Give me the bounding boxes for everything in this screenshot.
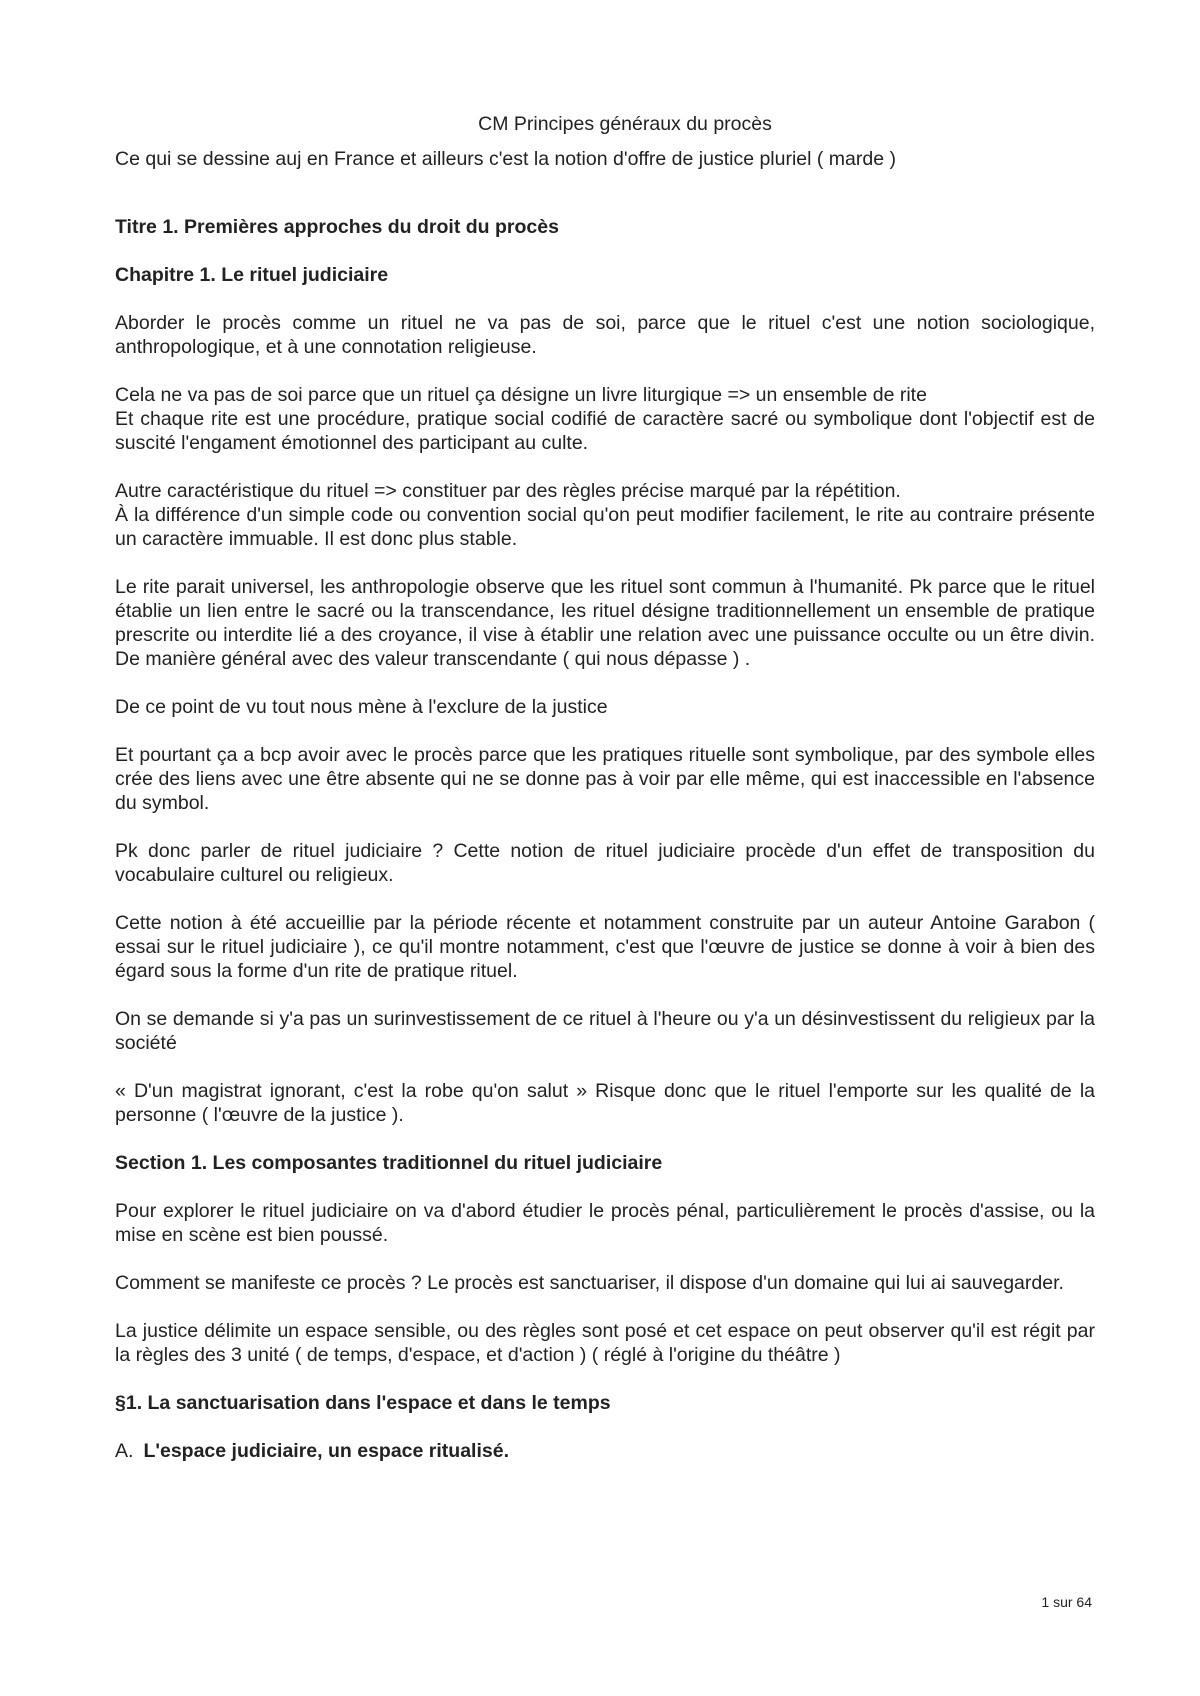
subsection-a-text: L'espace judiciaire, un espace ritualisé. [143,1440,509,1462]
paragraph-2 [115,383,1095,455]
subsection-a-heading [115,1439,1095,1463]
section-1-heading: Section 1. Les composantes traditionnel du rituel judiciaire [115,1152,663,1174]
paragraph-12: Comment se manifeste ce procès ? Le procès est sanctuariser, il dispose d'un domaine qui lui ai sauvegarder. [115,1272,1064,1294]
document-body [115,112,1095,1487]
document-title: CM Principes généraux du procès [478,113,772,135]
paragraph-11: Pour explorer le rituel judiciaire on va d'abord étudier le procès pénal, particulièrement le procès d'assise, ou la mise en scène est bien poussé. [115,1200,1095,1246]
paragraph-1: Aborder le procès comme un rituel ne va pas de soi, parce que le rituel c'est une notion sociologique, anthropologique, et à une connotation religieuse. [115,312,1095,358]
titre-1-heading: Titre 1. Premières approches du droit du procès [115,216,559,238]
paragraph-2-line-a: Cela ne va pas de soi parce que un rituel ça désigne un livre liturgique => un ensemble de rite [115,384,927,406]
paragraph-3-line-a: Autre caractéristique du rituel => constituer par des règles précise marqué par la répétition. [115,480,901,502]
paragraph-9: On se demande si y'a pas un surinvestissement de ce rituel à l'heure ou y'a un désinvestissent du religieux par la société [115,1008,1095,1054]
paragraph-section-1-heading: §1. La sanctuarisation dans l'espace et dans le temps [115,1392,611,1414]
chapitre-1-heading: Chapitre 1. Le rituel judiciaire [115,264,389,286]
paragraph-4: Le rite parait universel, les anthropologie observe que les rituel sont commun à l'humanité. Pk parce que le rituel établie un lien entre le sacré ou la transcendance, les rituel désigne traditionnellement un ensemble de pratique prescrite ou interdite lié a des croyance, il vise à établir une relation avec une puissance occulte ou un être divin. De manière général avec des valeur transcendante ( qui nous dépasse ) . [115,576,1095,670]
paragraph-8: Cette notion à été accueillie par la période récente et notamment construite par un auteur Antoine Garabon ( essai sur le rituel judiciaire ), ce qu'il montre notamment, c'est que l'œuvre de justice se donne à voir à bien des égard sous la forme d'un rite de pratique rituel. [115,912,1095,982]
paragraph-3 [115,479,1095,551]
paragraph-10: « D'un magistrat ignorant, c'est la robe qu'on salut » Risque donc que le rituel l'emporte sur les qualité de la personne ( l'œuvre de la justice ). [115,1080,1095,1126]
page-number: 1 sur 64 [1041,1594,1092,1610]
paragraph-6: Et pourtant ça a bcp avoir avec le procès parce que les pratiques rituelle sont symbolique, par des symbole elles crée des liens avec une être absente qui ne se donne pas à voir par elle même, qui est inaccessible en l'absence du symbol. [115,744,1095,814]
subsection-a-letter: A. [115,1440,134,1462]
paragraph-5: De ce point de vu tout nous mène à l'exclure de la justice [115,696,608,718]
paragraph-3-line-b: À la différence d'un simple code ou convention social qu'on peut modifier facilement, le rite au contraire présente un caractère immuable. Il est donc plus stable. [115,504,1095,550]
paragraph-13: La justice délimite un espace sensible, ou des règles sont posé et cet espace on peut observer qu'il est régit par la règles des 3 unité ( de temps, d'espace, et d'action ) ( réglé à l'origine du théâtre ) [115,1320,1095,1366]
paragraph-7: Pk donc parler de rituel judiciaire ? Cette notion de rituel judiciaire procède d'un effet de transposition du vocabulaire culturel ou religieux. [115,840,1095,886]
paragraph-2-line-b: Et chaque rite est une procédure, pratique social codifié de caractère sacré ou symbolique dont l'objectif est de suscité l'engament émotionnel des participant au culte. [115,408,1095,454]
intro-paragraph: Ce qui se dessine auj en France et ailleurs c'est la notion d'offre de justice pluriel ( marde ) [115,148,896,170]
